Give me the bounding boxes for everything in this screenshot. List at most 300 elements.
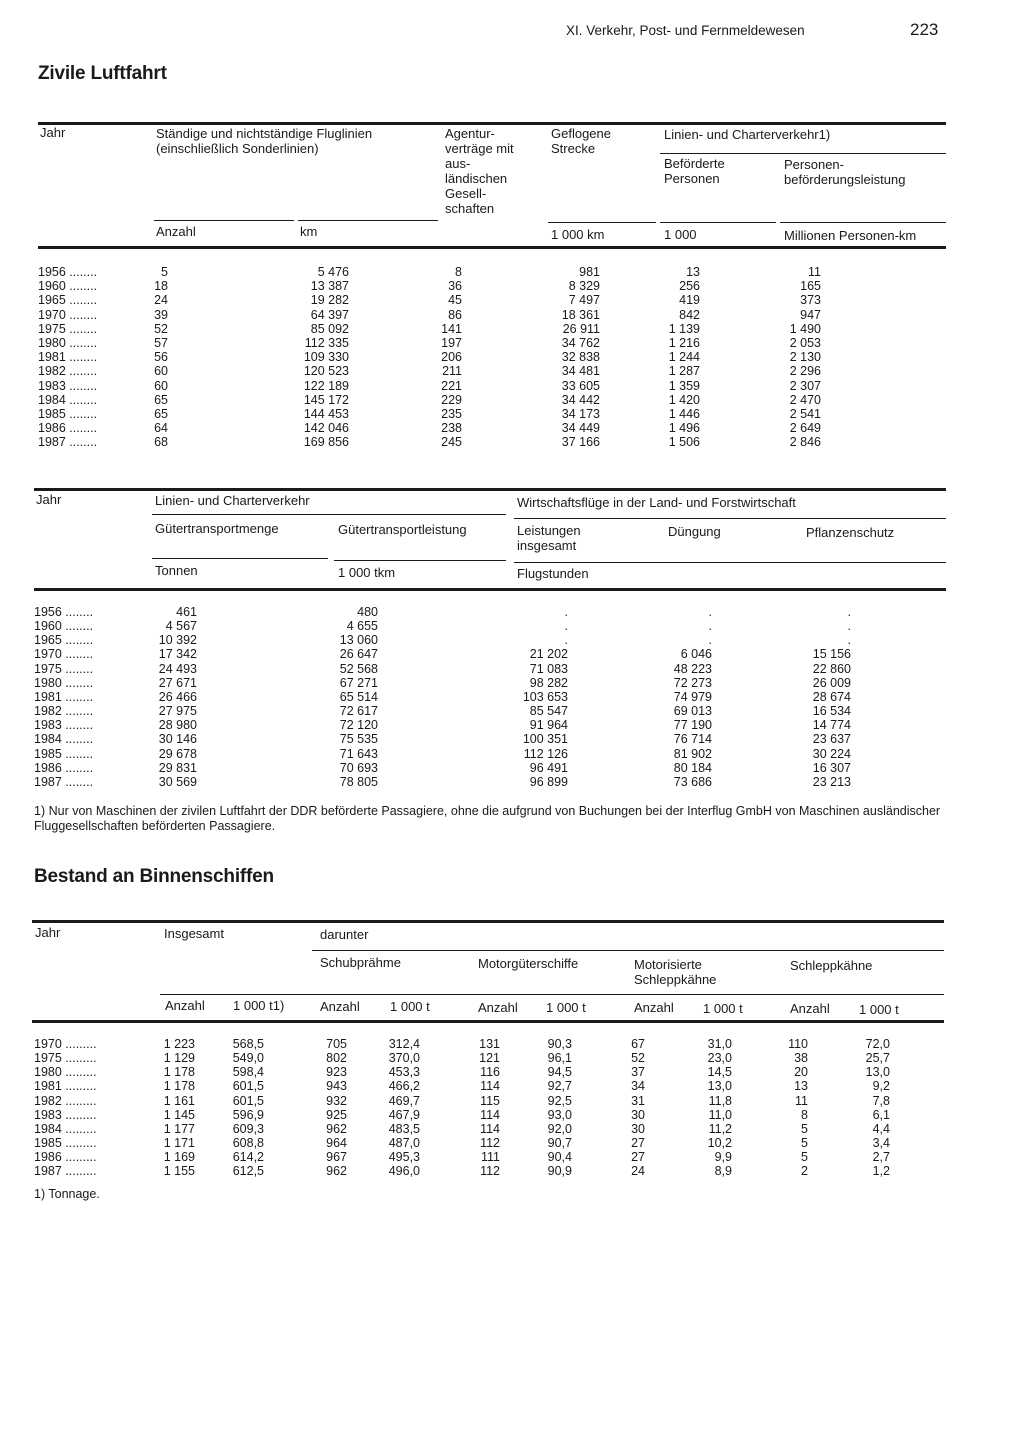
- table1-year-cell: 1982 ........: [38, 364, 98, 379]
- table2-cell-duengung: 77 190: [673, 718, 712, 733]
- table3-cell: 1 223: [163, 1037, 195, 1051]
- table2-unit-rule-c: [514, 562, 946, 563]
- table3-cell: 483,5: [388, 1121, 420, 1136]
- table1-cell-km: 122 189: [303, 378, 349, 393]
- table3-cell: 453,3: [388, 1065, 420, 1080]
- table1-year-cell: 1981 ........: [38, 350, 98, 365]
- table1-cell-agentur: 86: [448, 307, 462, 322]
- table3-cell: 90,4: [547, 1150, 572, 1165]
- table3-cell: 469,7: [388, 1093, 420, 1108]
- table1-cell-anzahl: 56: [154, 350, 168, 365]
- table1-cell-leistung: 2 296: [789, 364, 821, 379]
- table2-cell-pflanzenschutz: 16 307: [812, 760, 851, 775]
- table3-cell: 9,2: [872, 1079, 890, 1094]
- table3-cell: 90,7: [547, 1136, 572, 1151]
- table1-cell-leistung: 2 649: [789, 421, 821, 436]
- table1-header-personen-leistung: Personen-beförderungsleistung: [784, 157, 906, 187]
- table3-cell: 568,5: [232, 1037, 264, 1051]
- table1-cell-personen: 256: [679, 279, 700, 294]
- table1-cell-leistung: 165: [800, 279, 821, 294]
- table1-cell-km: 144 453: [303, 407, 349, 421]
- table3-cell: 115: [480, 1093, 500, 1108]
- table2-unit-flugstunden: Flugstunden: [517, 566, 589, 581]
- table3-cell: 30: [631, 1107, 645, 1122]
- table1-cell-personen: 1 359: [668, 378, 700, 393]
- table1-cell-agentur: 235: [441, 407, 462, 421]
- table1-cell-km: 145 172: [303, 392, 349, 407]
- table3-cell: 116: [480, 1065, 500, 1080]
- table1-unit-rule-c: [548, 222, 656, 223]
- table1-cell-leistung: 1 490: [789, 321, 821, 336]
- table2-cell-insgesamt: 100 351: [522, 732, 568, 747]
- table3-cell: 110: [788, 1037, 808, 1051]
- table2-cell-leistung: 26 647: [339, 647, 378, 662]
- table2-unit-tonnen: Tonnen: [155, 563, 198, 578]
- table3-cell: 2: [801, 1164, 808, 1179]
- table2-cell-menge: 30 569: [158, 774, 197, 789]
- table2-cell-duengung: 76 714: [673, 732, 712, 747]
- table3-cell: 23,0: [707, 1051, 732, 1066]
- table3-cell: 1 177: [163, 1121, 195, 1136]
- table1-cell-km: 19 282: [310, 293, 349, 308]
- table3-cell: 20: [794, 1065, 808, 1080]
- table3-unit-anzahl: Anzahl: [790, 1001, 830, 1017]
- table1-cell-anzahl: 18: [154, 279, 168, 294]
- table3-cell: 609,3: [232, 1121, 264, 1136]
- table1-unit-1000km: 1 000 km: [551, 227, 605, 242]
- table1-cell-personen: 419: [679, 293, 700, 308]
- table2-group-rule-a: [152, 514, 506, 515]
- table1-cell-strecke: 7 497: [568, 293, 600, 308]
- table3-year-cell: 1984 .........: [34, 1121, 97, 1136]
- table2-cell-leistung: 71 643: [339, 746, 378, 761]
- table3-year-cell: 1980 .........: [34, 1065, 97, 1080]
- table1-cell-anzahl: 60: [154, 364, 168, 379]
- table2-cell-menge: 17 342: [158, 647, 197, 662]
- table1-header-befoerderte: Beförderte Personen: [664, 156, 725, 186]
- table3-cell: 114: [480, 1121, 500, 1136]
- table3-cell: 67: [631, 1037, 645, 1051]
- table2-cell-insgesamt: 112 126: [523, 746, 568, 761]
- table1-subgroup-rule: [660, 153, 946, 154]
- table2-cell-pflanzenschutz: 16 534: [812, 704, 851, 719]
- table3-cell: 962: [326, 1164, 347, 1179]
- table1-cell-personen: 1 139: [668, 321, 700, 336]
- table1-cell-leistung: 2 470: [789, 392, 821, 407]
- table1-cell-anzahl: 65: [154, 407, 168, 421]
- table2-cell-duengung: 48 223: [673, 661, 712, 676]
- table3-header-schleppkaehne: Schleppkähne: [790, 958, 873, 973]
- table1-cell-personen: 1 244: [668, 350, 700, 365]
- table3-cell: 13,0: [865, 1065, 890, 1080]
- table2-header-leistungen: Leistungen insgesamt: [517, 523, 581, 553]
- table2-unit-rule-a: [152, 558, 328, 559]
- table2-header-wirtschaftsfluege: Wirtschaftsflüge in der Land- und Forstwirtschaft: [517, 495, 796, 510]
- table2-header-pflanzenschutz: Pflanzenschutz: [806, 525, 895, 540]
- table2-cell-duengung: .: [708, 619, 712, 634]
- table1-cell-personen: 1 216: [668, 336, 700, 350]
- table3-cell: 11: [795, 1093, 808, 1108]
- table1-year-cell: 1987 ........: [38, 435, 98, 450]
- table1-cell-agentur: 245: [441, 435, 462, 450]
- table2-cell-insgesamt: .: [564, 633, 568, 648]
- table2-cell-pflanzenschutz: 28 674: [812, 689, 851, 704]
- table2-cell-pflanzenschutz: 26 009: [812, 675, 851, 690]
- table3-cell: 598,4: [232, 1065, 264, 1080]
- table2-cell-duengung: 69 013: [673, 704, 712, 719]
- table3-cell: 112: [480, 1136, 500, 1151]
- table1-top-rule: [38, 122, 946, 125]
- table1-header-bottom-rule: [38, 246, 946, 249]
- table3-header-darunter: darunter: [320, 927, 369, 942]
- section-title-luftfahrt: Zivile Luftfahrt: [38, 63, 167, 84]
- table2-cell-insgesamt: 71 083: [529, 661, 568, 676]
- table1-unit-km: km: [300, 224, 318, 239]
- table1-cell-anzahl: 57: [154, 336, 168, 350]
- table1-year-cell: 1970 ........: [38, 307, 98, 322]
- table3-header-insgesamt: Insgesamt: [164, 926, 224, 941]
- table3-header-motorgueterschiffe: Motorgüterschiffe: [478, 956, 579, 971]
- table1-header-agentur: Agentur-verträge mit aus-ländischen Gesell-schaften: [445, 126, 514, 216]
- table3-cell: 925: [326, 1107, 347, 1122]
- table3-cell: 8: [801, 1107, 808, 1122]
- table2-cell-insgesamt: 103 653: [522, 689, 568, 704]
- table1-cell-leistung: 11: [808, 265, 821, 279]
- table2-top-rule: [34, 488, 946, 491]
- table3-cell: 467,9: [388, 1107, 420, 1122]
- table1-cell-agentur: 45: [448, 293, 462, 308]
- table3-cell: 31,0: [707, 1037, 732, 1051]
- table3-cell: 92,5: [547, 1093, 572, 1108]
- page-number: 223: [910, 20, 939, 39]
- table3-cell: 487,0: [388, 1136, 420, 1151]
- table3-cell: 964: [326, 1136, 347, 1151]
- table3-unit-unit-1000t: 1 000 t: [859, 1001, 899, 1017]
- table2-cell-leistung: 480: [357, 605, 378, 619]
- table3-unit-anzahl: Anzahl: [165, 998, 205, 1013]
- table1-unit-anzahl: Anzahl: [156, 224, 196, 239]
- table1-cell-leistung: 2 053: [789, 336, 821, 350]
- chapter-title: XI. Verkehr, Post- und Fernmeldewesen: [566, 23, 805, 38]
- table1-cell-strecke: 26 911: [562, 321, 600, 336]
- table3-cell: 1 169: [163, 1150, 195, 1165]
- table3-cell: 1 129: [163, 1051, 195, 1066]
- table3-cell: 14,5: [707, 1065, 732, 1080]
- table2-header-duengung: Düngung: [668, 524, 721, 539]
- table3-year-cell: 1981 .........: [34, 1079, 97, 1094]
- table1-cell-strecke: 34 173: [561, 407, 600, 421]
- table3-unit-rule: [160, 994, 944, 995]
- table3-cell: 38: [794, 1051, 808, 1066]
- table3-darunter-rule: [312, 950, 944, 951]
- table3-cell: 52: [631, 1051, 645, 1066]
- table2-cell-insgesamt: .: [564, 619, 568, 634]
- table2-year-cell: 1985 ........: [34, 746, 94, 761]
- table3-cell: 967: [326, 1150, 347, 1165]
- table3-cell: 466,2: [388, 1079, 420, 1094]
- table1-unit-rule-e: [780, 222, 946, 223]
- table3-cell: 496,0: [388, 1164, 420, 1179]
- table3-cell: 601,5: [232, 1079, 264, 1094]
- table3-cell: 37: [631, 1065, 645, 1080]
- table3-cell: 1 161: [163, 1093, 195, 1108]
- table3-cell: 1 171: [163, 1136, 195, 1151]
- table2-header-gueter-menge: Gütertransportmenge: [155, 521, 279, 536]
- table2-group-rule-b: [514, 518, 946, 519]
- table2-cell-leistung: 4 655: [346, 619, 378, 634]
- section-title-binnenschiffe: Bestand an Binnenschiffen: [34, 866, 274, 887]
- table1-cell-anzahl: 24: [154, 293, 168, 308]
- table1-cell-strecke: 34 481: [561, 364, 600, 379]
- table3-unit-unit-1000t-note: 1 000 t1): [233, 998, 285, 1014]
- table1-cell-km: 13 387: [310, 279, 349, 294]
- table1-year-cell: 1965 ........: [38, 293, 98, 308]
- table2-year-cell: 1980 ........: [34, 675, 94, 690]
- table2-year-cell: 1984 ........: [34, 732, 94, 747]
- table2-cell-menge: 27 671: [158, 675, 197, 690]
- table3-cell: 5: [801, 1121, 808, 1136]
- table1-cell-anzahl: 68: [154, 435, 168, 450]
- ships-footnote: 1) Tonnage.: [34, 1187, 100, 1201]
- table1-cell-personen: 1 420: [668, 392, 700, 407]
- table1-cell-anzahl: 52: [154, 321, 168, 336]
- table1-cell-km: 85 092: [310, 321, 349, 336]
- table3-cell: 25,7: [865, 1051, 890, 1066]
- table2-cell-leistung: 67 271: [339, 675, 378, 690]
- table2-cell-leistung: 52 568: [339, 661, 378, 676]
- table2-cell-leistung: 78 805: [339, 774, 378, 789]
- table1-cell-km: 64 397: [310, 307, 349, 322]
- table3-cell: 31: [631, 1093, 645, 1108]
- table2-cell-menge: 30 146: [158, 732, 197, 747]
- table2-cell-insgesamt: 91 964: [529, 718, 568, 733]
- table1-cell-anzahl: 64: [154, 421, 168, 436]
- table2-year-cell: 1983 ........: [34, 718, 94, 733]
- table1-cell-personen: 842: [679, 307, 700, 322]
- table3-cell: 94,5: [547, 1065, 572, 1080]
- table2-cell-duengung: 72 273: [673, 675, 712, 690]
- table2-cell-duengung: 74 979: [673, 689, 712, 704]
- table3-cell: 13,0: [707, 1079, 732, 1094]
- table2-cell-pflanzenschutz: .: [847, 605, 851, 619]
- table2-cell-insgesamt: 96 491: [529, 760, 568, 775]
- table2-cell-menge: 29 831: [158, 760, 197, 775]
- table3-year-cell: 1985 .........: [34, 1136, 97, 1151]
- table3-year-cell: 1983 .........: [34, 1107, 97, 1122]
- table2-cell-pflanzenschutz: 30 224: [812, 746, 851, 761]
- table3-cell: 8,9: [714, 1164, 732, 1179]
- table1-cell-anzahl: 65: [154, 392, 168, 407]
- table3-header-schubpraehme: Schubprähme: [320, 955, 401, 970]
- table2-cell-pflanzenschutz: 23 637: [812, 732, 851, 747]
- table2-year-cell: 1970 ........: [34, 647, 94, 662]
- table2-cell-leistung: 13 060: [339, 633, 378, 648]
- table1-cell-km: 169 856: [303, 435, 349, 450]
- table3-unit-anzahl: Anzahl: [320, 998, 360, 1014]
- table2-cell-leistung: 75 535: [339, 732, 378, 747]
- table2-cell-duengung: 73 686: [673, 774, 712, 789]
- table3-cell: 131: [479, 1037, 500, 1051]
- table3-header-motorisierte: Motorisierte Schleppkähne: [634, 957, 717, 987]
- table1-year-cell: 1980 ........: [38, 336, 98, 350]
- table1-cell-personen: 1 287: [668, 364, 700, 379]
- table1-cell-leistung: 2 541: [789, 407, 821, 421]
- table1-cell-leistung: 947: [800, 307, 821, 322]
- table1-cell-strecke: 32 838: [561, 350, 600, 365]
- table3-cell: 495,3: [388, 1150, 420, 1165]
- table2-cell-insgesamt: .: [564, 605, 568, 619]
- table2-cell-menge: 4 567: [165, 619, 197, 634]
- table1-cell-strecke: 981: [579, 265, 600, 279]
- table2-year-cell: 1982 ........: [34, 704, 94, 719]
- table2-cell-leistung: 72 617: [339, 704, 378, 719]
- table3-cell: 121: [479, 1051, 500, 1066]
- table1-cell-anzahl: 60: [154, 378, 168, 393]
- table1-cell-personen: 1 446: [668, 407, 700, 421]
- table3-cell: 962: [326, 1121, 347, 1136]
- table3-cell: 5: [801, 1150, 808, 1165]
- table3-cell: 596,9: [232, 1107, 264, 1122]
- table1-cell-km: 109 330: [303, 350, 349, 365]
- table3-year-cell: 1970 .........: [34, 1037, 97, 1051]
- table3-year-cell: 1986 .........: [34, 1150, 97, 1165]
- table2-year-cell: 1975 ........: [34, 661, 94, 676]
- table2-cell-insgesamt: 21 202: [529, 647, 568, 662]
- table1-cell-leistung: 2 307: [789, 378, 821, 393]
- table3-cell: 92,7: [547, 1079, 572, 1094]
- table2-unit-rule-b: [334, 560, 506, 561]
- table3-top-rule: [32, 920, 944, 923]
- table1-year-cell: 1983 ........: [38, 378, 98, 393]
- table3-cell: 549,0: [232, 1051, 264, 1066]
- table1-year-cell: 1984 ........: [38, 392, 98, 407]
- table3-unit-unit-1000t: 1 000 t: [703, 1000, 743, 1016]
- table1-year-cell: 1975 ........: [38, 321, 98, 336]
- table3-cell: 92,0: [547, 1121, 572, 1136]
- table3-year-cell: 1975 .........: [34, 1051, 97, 1066]
- table1-unit-1000: 1 000: [664, 227, 697, 242]
- table2-cell-leistung: 72 120: [339, 718, 378, 733]
- table3-cell: 72,0: [865, 1037, 890, 1051]
- table3-cell: 96,1: [547, 1051, 572, 1066]
- table3-cell: 5: [801, 1136, 808, 1151]
- table2-cell-menge: 29 678: [158, 746, 197, 761]
- table3-year-cell: 1987 .........: [34, 1164, 97, 1179]
- table3-cell: 1 178: [163, 1079, 195, 1094]
- table2-cell-pflanzenschutz: 22 860: [812, 661, 851, 676]
- table3-cell: 27: [631, 1136, 645, 1151]
- table1-cell-agentur: 206: [441, 350, 462, 365]
- table3-cell: 1,2: [872, 1164, 890, 1179]
- table1-cell-agentur: 36: [448, 279, 462, 294]
- table1-cell-anzahl: 5: [161, 265, 168, 279]
- aviation-footnote: 1) Nur von Maschinen der zivilen Luftfahrt der DDR beförderte Passagiere, ohne die aufgrund von Buchungen bei der Interflug GmbH von Maschinen ausländischer Fluggesellschaften beförderten Passagiere.: [34, 804, 941, 833]
- table3-cell: 111: [480, 1150, 500, 1165]
- table3-cell: 90,3: [547, 1037, 572, 1051]
- table3-header-bottom-rule: [32, 1020, 944, 1023]
- table1-cell-strecke: 34 442: [561, 392, 600, 407]
- table1-header-fluglinien: Ständige und nichtständige Fluglinien (einschließlich Sonderlinien): [156, 126, 373, 156]
- table1-cell-agentur: 8: [455, 265, 462, 279]
- table1-cell-personen: 1 496: [668, 421, 700, 436]
- table3-cell: 370,0: [388, 1051, 420, 1066]
- table1-cell-strecke: 18 361: [561, 307, 600, 322]
- table1-cell-km: 142 046: [303, 421, 349, 436]
- table3-cell: 2,7: [872, 1150, 890, 1165]
- table3-cell: 601,5: [232, 1093, 264, 1108]
- table2-cell-pflanzenschutz: 23 213: [812, 774, 851, 789]
- table3-cell: 11,2: [708, 1121, 732, 1136]
- table2-cell-insgesamt: 98 282: [529, 675, 568, 690]
- table3-cell: 1 145: [163, 1107, 195, 1122]
- table3-cell: 802: [326, 1051, 347, 1066]
- table1-unit-rule-b: [298, 220, 438, 221]
- table1-cell-agentur: 141: [441, 321, 462, 336]
- table3-unit-anzahl: Anzahl: [478, 999, 518, 1015]
- table2-cell-menge: 26 466: [158, 689, 197, 704]
- table2-year-cell: 1987 ........: [34, 774, 94, 789]
- table2-cell-pflanzenschutz: .: [847, 619, 851, 634]
- table2-cell-menge: 24 493: [158, 661, 197, 676]
- table2-cell-pflanzenschutz: .: [847, 633, 851, 648]
- table3-cell: 614,2: [232, 1150, 264, 1165]
- table3-cell: 9,9: [714, 1150, 732, 1165]
- table1-cell-personen: 1 506: [668, 435, 700, 450]
- table3-year-cell: 1982 .........: [34, 1093, 97, 1108]
- table1-cell-leistung: 2 846: [789, 435, 821, 450]
- table3-cell: 114: [480, 1079, 500, 1094]
- table1-cell-strecke: 33 605: [561, 378, 600, 393]
- table1-cell-km: 120 523: [303, 364, 349, 379]
- table2-cell-duengung: .: [708, 633, 712, 648]
- table3-cell: 3,4: [872, 1136, 890, 1151]
- table1-cell-km: 112 335: [304, 336, 349, 350]
- table1-year-cell: 1985 ........: [38, 407, 98, 421]
- table3-cell: 10,2: [707, 1136, 732, 1151]
- table3-cell: 90,9: [547, 1164, 572, 1179]
- table3-cell: 27: [631, 1150, 645, 1165]
- table3-unit-anzahl: Anzahl: [634, 1000, 674, 1016]
- table3-cell: 11,0: [708, 1107, 732, 1122]
- table1-cell-anzahl: 39: [154, 307, 168, 322]
- table1-year-cell: 1960 ........: [38, 279, 98, 294]
- table1-unit-rule-d: [660, 222, 776, 223]
- table2-header-linien-charter: Linien- und Charterverkehr: [155, 493, 310, 508]
- table3-cell: 93,0: [547, 1107, 572, 1122]
- table2-cell-menge: 27 975: [158, 704, 197, 719]
- table3-unit-unit-1000t: 1 000 t: [546, 1000, 586, 1015]
- table2-cell-pflanzenschutz: 14 774: [812, 718, 851, 733]
- table2-cell-insgesamt: 96 899: [529, 774, 568, 789]
- table1-header-strecke: Geflogene Strecke: [551, 126, 611, 156]
- table3-unit-unit-1000t: 1 000 t: [390, 999, 430, 1015]
- table2-year-cell: 1965 ........: [34, 633, 94, 648]
- table1-cell-agentur: 221: [441, 378, 462, 393]
- table3-header-jahr: Jahr: [35, 925, 61, 940]
- table2-header-bottom-rule: [34, 588, 946, 591]
- table2-header-jahr: Jahr: [36, 492, 62, 507]
- table1-header-jahr: Jahr: [40, 125, 66, 140]
- table1-year-cell: 1986 ........: [38, 421, 98, 436]
- table3-cell: 923: [326, 1065, 347, 1080]
- table3-cell: 932: [326, 1093, 347, 1108]
- table1-cell-strecke: 34 449: [561, 421, 600, 436]
- table3-cell: 608,8: [232, 1136, 264, 1151]
- table1-cell-agentur: 197: [441, 336, 462, 350]
- table2-year-cell: 1986 ........: [34, 760, 94, 775]
- table3-cell: 943: [326, 1079, 347, 1094]
- table3-cell: 312,4: [388, 1037, 420, 1051]
